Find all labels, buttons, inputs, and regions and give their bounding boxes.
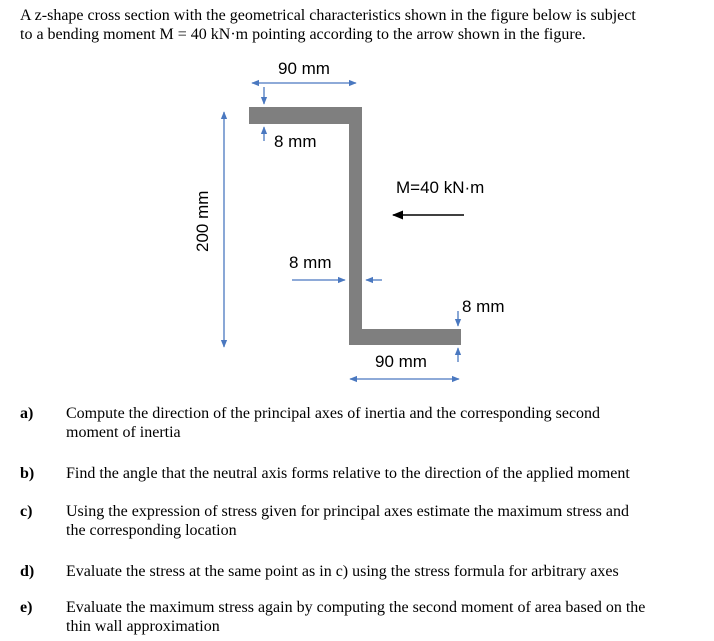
question-line: Compute the direction of the principal axes of inertia and the corresponding second <box>66 405 601 422</box>
question-line: Using the expression of stress given for principal axes estimate the maximum stress and <box>66 503 629 520</box>
intro-line-2: to a bending moment M = 40 kN·m pointing according to the arrow shown in the figure. <box>20 26 586 43</box>
question-text <box>66 562 696 581</box>
question-text <box>66 404 696 442</box>
bottom-flange-width-label: 90 mm <box>375 352 427 371</box>
question-line: Find the angle that the neutral axis forms relative to the direction of the applied moment <box>66 465 630 482</box>
question-label: d) <box>20 563 35 580</box>
question-line: moment of inertia <box>66 424 181 441</box>
web-thickness-label: 8 mm <box>289 253 332 272</box>
question-label: a) <box>20 405 34 422</box>
top-flange <box>249 107 361 124</box>
top-flange-thickness-label: 8 mm <box>274 132 317 151</box>
question-label: e) <box>20 599 33 616</box>
question-text <box>66 502 696 540</box>
question-label: c) <box>20 503 33 520</box>
bottom-flange-thickness-label: 8 mm <box>462 297 505 316</box>
bottom-flange <box>349 329 461 345</box>
question-line: the corresponding location <box>66 522 237 539</box>
question-line: Evaluate the maximum stress again by computing the second moment of area based on the <box>66 599 646 616</box>
question-line: thin wall approximation <box>66 618 220 635</box>
question-label: b) <box>20 465 35 482</box>
intro-line-1: A z-shape cross section with the geometrical characteristics shown in the figure below is subject <box>20 7 636 24</box>
question-line: Evaluate the stress at the same point as in c) using the stress formula for arbitrary axes <box>66 563 619 580</box>
moment-label: M=40 kN·m <box>396 178 485 197</box>
web <box>349 107 362 345</box>
top-flange-width-label: 90 mm <box>278 59 330 78</box>
height-label: 200 mm <box>193 190 212 252</box>
question-text <box>66 464 696 483</box>
question-text <box>66 598 696 636</box>
